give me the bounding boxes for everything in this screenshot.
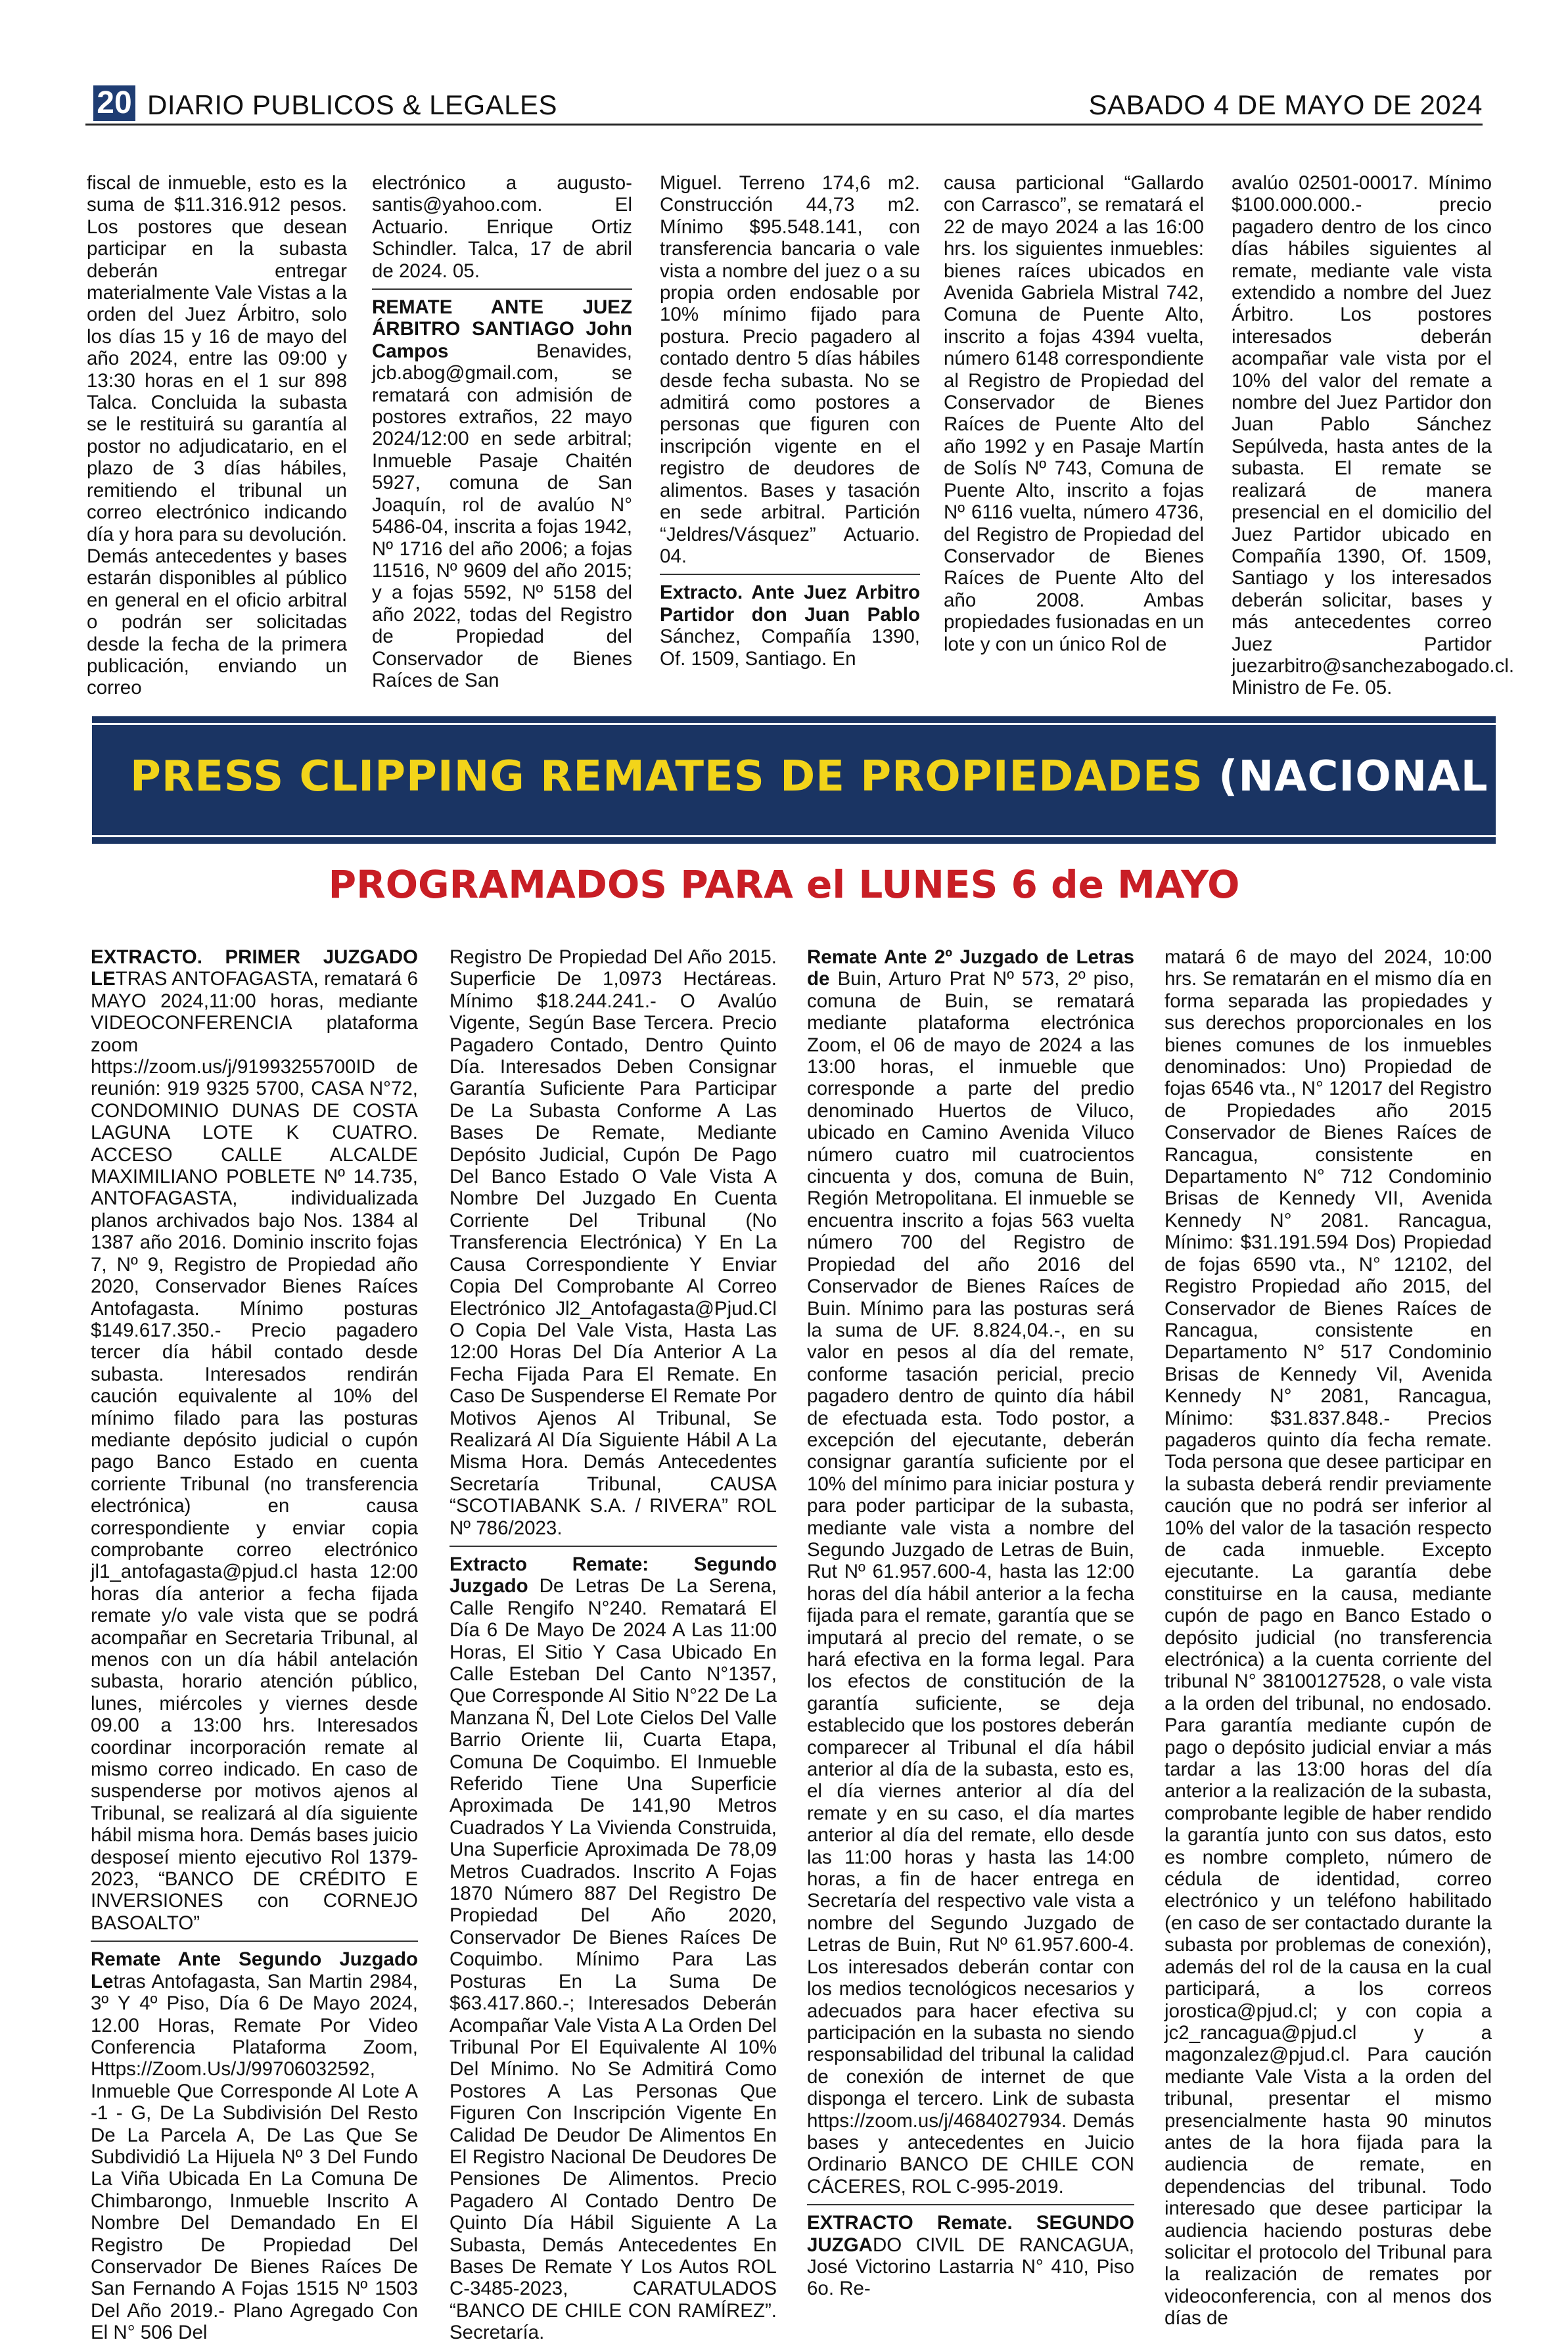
notice-heading: REMATE ANTE JUEZ ÁRBITRO SANTIAGO John Campos xyxy=(372,296,632,362)
notice-separator xyxy=(372,288,632,290)
notice-body: tras Antofagasta, San Martin 2984, 3º Y 4º Piso, Día 6 De Mayo 2024, 12.00 Horas, Remate Por Video Conferencia Plataforma Zoom, Https://Zoom.Us/J/99706032592, Inmueble Que Corresponde Al Lote A -1 - G, De La Subdivisión Del Resto De La Parcela A, De Las Que Se Subdividió La Hijuela Nº 3 Del Fundo La Viña Ubicada En La Comuna De Chimbarongo, Inmueble Inscrito A Nombre Del Demandado En El Registro De Propiedad Del Conservador De Bienes Raíces De San Fernando A Fojas 1515 Nº 1503 Del Año 2019.- Plano Agregado Con El N° 506 Del xyxy=(91,1970,418,2344)
legal-notice xyxy=(1164,946,1492,2330)
notice-body: Registro De Propiedad Del Año 2015. Superficie De 1,0973 Hectáreas. Mínimo $18.244.241.- O Avalúo Vigente, Según Base Tercera. Precio Pagadero Contado, Dentro Quinto Día. Interesados Deben Consignar Garantía Suficiente Para Participar De La Subasta Conforme A Las Bases De Remate, Mediante Depósito Judicial, Cupón De Pago Del Banco Estado O Vale Vista A Nombre Del Juzgado En Cuenta Corriente Del Tribunal (No Transferencia Electrónica) Y En La Causa Correspondiente Y Enviar Copia Del Comprobante Al Correo Electrónico Jl2_Antofagasta@Pjud.Cl O Copia Del Vale Vista, Hasta Las 12:00 Horas Del Día Anterior A La Fecha Fijada Para El Remate. En Caso De Suspenderse El Remate Por Motivos Ajenos Al Tribunal, Se Realizará Al Día Siguiente Hábil A La Misma Hora. Demás Antecedentes Secretaría Tribunal, CAUSA “SCOTIABANK S.A. / RIVERA” ROL Nº 786/2023. xyxy=(450,946,777,1539)
notice-separator xyxy=(660,574,920,575)
issue-date: SABADO 4 DE MAYO DE 2024 xyxy=(1088,89,1483,120)
legal-notice xyxy=(1232,172,1515,699)
notice-body: DO CIVIL DE RANCAGUA, José Victorino Lastarria N° 410, Piso 6o. Re- xyxy=(807,2234,1134,2300)
bottom-column xyxy=(91,946,418,2344)
section-banner xyxy=(92,716,1496,844)
section-subheading: PROGRAMADOS PARA el LUNES 6 de MAYO xyxy=(328,862,1240,907)
legal-notice xyxy=(87,172,347,699)
notice-body: electrónico a augusto-santis@yahoo.com. El Actuario. Enrique Ortiz Schindler. Talca, 17 de abril de 2024. 05. xyxy=(372,172,632,282)
legal-notice xyxy=(450,1553,777,2344)
notice-separator xyxy=(807,2204,1134,2205)
legal-notice xyxy=(660,172,920,567)
notice-heading: EXTRACTO. PRIMER JUZGADO LE xyxy=(91,946,418,990)
notice-separator xyxy=(91,1941,418,1942)
paper-name: DIARIO PUBLICOS & LEGALES xyxy=(147,89,558,120)
bottom-column xyxy=(1164,946,1492,2330)
legal-notice xyxy=(91,946,418,1934)
top-column xyxy=(944,172,1204,664)
legal-notice xyxy=(944,172,1204,655)
notice-heading: Extracto Remate: Segundo Juzgado xyxy=(450,1553,777,1597)
bottom-column xyxy=(450,946,777,2344)
legal-notice xyxy=(372,296,632,691)
legal-notice xyxy=(807,946,1134,2197)
legal-notice xyxy=(91,1948,418,2343)
legal-notice xyxy=(450,946,777,1539)
top-column xyxy=(1232,172,1515,699)
top-column xyxy=(660,172,920,670)
notice-body: Benavides, jcb.abog@gmail.com, se rematará con admisión de postores extraños, 22 mayo 2024/12:00 en sede arbitral; Inmueble Pasaje Chaitén 5927, comuna de San Joaquín, rol de avalúo N° 5486-04, inscrita a fojas 1942, Nº 1716 del año 2006; a fojas 11516, Nº 9609 del año 2015; y a fojas 5592, Nº 5158 del año 2022, todas del Registro de Propiedad del Conservador de Bienes Raíces de San xyxy=(372,340,632,691)
top-column xyxy=(372,172,632,691)
banner-title-rest: (NACIONAL xyxy=(1203,752,1488,801)
notice-body: matará 6 de mayo del 2024, 10:00 hrs. Se rematarán en el mismo día en forma separada las propiedades y sus derechos proporcionales en los bienes comunes de los inmuebles denominados: Uno) Propiedad de fojas 6546 vta., N° 12017 del Registro de Propiedades año 2015 Conservador de Bienes Raíces de Rancagua, consistente en Departamento N° 712 Condominio Brisas de Kennedy VII, Avenida Kennedy N° 2081. Rancagua, Mínimo: $31.191.594 Dos) Propiedad de fojas 6590 vta., N° 12102, del Registro Propiedad año 2015, del Conservador de Bienes Raíces de Rancagua, consistente en Departamento N° 517 Condominio Brisas de Kennedy Vil, Avenida Kennedy N° 2081, Rancagua, Mínimo: $31.837.848.- Precios pagaderos quinto día fecha remate. Toda persona que desee participar en la subasta deberá rendir previamente caución que no podrá ser inferior al 10% del valor de la tasación respecto de cada inmueble. Excepto ejecutante. La garantía debe constituirse en la causa, mediante cupón de pago en Banco Estado o depósito judicial (no transferencia electrónica) a la cuenta corriente del tribunal N° 38100127528, o vale vista a la orden del tribunal, no endosado. Para garantía mediante cupón de pago o depósito judicial enviar a más tardar a las 13:00 horas del día anterior a la realización de la subasta, comprobante legible de haber rendido la garantía junto con sus datos, esto es nombre completo, número de cédula de identidad, correo electrónico y un teléfono habilitado (en caso de ser contactado durante la subasta por problemas de conexión), además del rol de la causa en la cual participará, a los correos jorostica@pjud.cl; y con copia a jc2_rancagua@pjud.cl y a magonzalez@pjud.cl. Para caución mediante Vale Vista a la orden del tribunal, presentar el mismo presencialmente hasta 90 minutos antes de la hora fijada para la audiencia de remate, en dependencias del tribunal. Todo interesado que desee participar la audiencia haciendo posturas debe solicitar el protocolo del Tribunal para la realización de remates por videoconferencia, con al menos dos días de xyxy=(1164,946,1492,2330)
top-column xyxy=(87,172,347,699)
page-number-badge: 20 xyxy=(93,85,135,121)
notice-body: TRAS ANTOFAGASTA, rematará 6 MAYO 2024,11:00 horas, mediante VIDEOCONFERENCIA plataforma zoom https://zoom.us/j/91993255700ID de reunión: 919 9325 5700, CASA N°72, CONDOMINIO DUNAS DE COSTA LAGUNA LOTE K CUATRO. ACCESO CALLE ALCALDE MAXIMILIANO POBLETE Nº 14.735, ANTOFAGASTA, individualizada planos archivados bajo Nos. 1384 al 1387 año 2016. Dominio inscrito fojas 7, Nº 9, Registro de Propiedad año 2020, Conservador Bienes Raíces Antofagasta. Mínimo posturas $149.617.350.- Precio pagadero tercer día hábil contado desde subasta. Interesados rendirán caución equivalente al 10% del mínimo filado para las posturas mediante depósito judicial o cupón pago Banco Estado en cuenta corriente Tribunal (no transferencia electrónica) en causa correspondiente y enviar copia comprobante correo electrónico jl1_antofagasta@pjud.cl hasta 12:00 horas día anterior a fecha fijada remate y/o vale vista que se podrá acompañar en Secretaria Tribunal, al menos con un día hábil antelación subasta, horario atención público, lunes, miércoles y viernes desde 09.00 a 13:00 hrs. Interesados coordinar incorporación remate al mismo correo indicado. En caso de suspenderse por motivos ajenos al Tribunal, se realizará al día siguiente hábil misma hora. Demás bases juicio desposeí miento ejecutivo Rol 1379-2023, “BANCO DE CRÉDITO E INVERSIONES con CORNEJO BASOALTO” xyxy=(91,968,418,1934)
notice-separator xyxy=(450,1546,777,1547)
notice-heading: Remate Ante Segundo Juzgado Le xyxy=(91,1948,418,1992)
banner-title xyxy=(130,750,1488,803)
legal-notice xyxy=(660,582,920,670)
masthead-rule xyxy=(85,124,1483,126)
notice-body: Miguel. Terreno 174,6 m2. Construcción 44,73 m2. Mínimo $95.548.141, con transferencia bancaria o vale vista a nombre del juez o a su propia orden endosable por 10% mínimo fijado para postura. Precio pagadero al contado dentro 5 días hábiles desde fecha subasta. No se admitirá como postores a personas que figuren con inscripción vigente en el registro de deudores de alimentos. Bases y tasación en sede arbitral. Partición “Jeldres/Vásquez” Actuario. 04. xyxy=(660,172,920,567)
banner-title-highlight: PRESS CLIPPING REMATES DE PROPIEDADES xyxy=(130,752,1203,801)
notice-heading: Extracto. Ante Juez Arbitro Partidor don Juan Pablo xyxy=(660,582,920,626)
bottom-column xyxy=(807,946,1134,2300)
notice-body: causa particional “Gallardo con Carrasco”, se rematará el 22 de mayo 2024 a las 16:00 hrs. los siguientes inmuebles: bienes raíces ubicados en Avenida Gabriela Mistral 742, Comuna de Puente Alto, inscrito a fojas 4394 vuelta, número 6148 correspondiente al Registro de Propiedad del Conservador de Bienes Raíces de Puente Alto del año 1992 y en Pasaje Martín de Solís Nº 743, Comuna de Puente Alto, inscrito a fojas Nº 6116 vuelta, número 4736, del Registro de Propiedad del Conservador de Bienes Raíces de Puente Alto del año 2008. Ambas propiedades fusionadas en un lote y con un único Rol de xyxy=(944,172,1204,655)
notice-body: fiscal de inmueble, esto es la suma de $11.316.912 pesos. Los postores que desean participar en la subasta deberán entregar materialmente Vale Vistas a la orden del Juez Árbitro, solo los días 15 y 16 de mayo del año 2024, entre las 09:00 y 13:30 horas en el 1 sur 898 Talca. Concluida la subasta se le restituirá su garantía al postor no adjudicatario, en el plazo de 3 días hábiles, remitiendo el tribunal un correo electrónico indicando día y hora para su devolución. Demás antecedentes y bases estarán disponibles al público en general en el oficio arbitral o podrán ser solicitadas desde la fecha de la primera publicación, enviando un correo xyxy=(87,172,347,699)
notice-body: Sánchez, Compañía 1390, Of. 1509, Santiago. En xyxy=(660,626,920,670)
notice-heading: EXTRACTO Remate. SEGUNDO JUZGA xyxy=(807,2212,1134,2256)
legal-notice xyxy=(372,172,632,282)
masthead xyxy=(85,84,1483,122)
legal-notice xyxy=(807,2212,1134,2300)
notice-body: avalúo 02501-00017. Mínimo $100.000.000.- precio pagadero dentro de los cinco días hábiles siguientes al remate, mediante vale vista extendido a nombre del Juez Árbitro. Los postores interesados deberán acompañar vale vista por el 10% del valor del remate a nombre del Juez Partidor don Juan Pablo Sánchez Sepúlveda, hasta antes de la subasta. El remate se realizará de manera presencial en el domicilio del Juez Partidor ubicado en Compañía 1390, Of. 1509, Santiago y los interesados deberán solicitar, bases y más antecedentes correo Juez Partidor juezarbitro@sanchezabogado.cl. Ministro de Fe. 05. xyxy=(1232,172,1515,699)
notice-heading: Remate Ante 2º Juzgado de Letras de xyxy=(807,946,1134,990)
notice-body: De Letras De La Serena, Calle Rengifo N°240. Rematará El Día 6 De Mayo De 2024 A Las 11:00 Horas, El Sitio Y Casa Ubicado En Calle Esteban Del Canto N°1357, Que Corresponde Al Sitio N°22 De La Manzana Ñ, Del Lote Cielos Del Valle Barrio Oriente Iii, Cuarta Etapa, Comuna De Coquimbo. El Inmueble Referido Tiene Una Superficie Aproximada De 141,90 Metros Cuadrados Y La Vivienda Construida, Una Superficie Aproximada De 78,09 Metros Cuadrados. Inscrito A Fojas 1870 Número 887 Del Registro De Propiedad Del Año 2020, Conservador De Bienes Raíces De Coquimbo. Mínimo Para Las Posturas En La Suma De $63.417.860.-; Interesados Deberán Acompañar Vale Vista A La Orden Del Tribunal Por El Equivalente Al 10% Del Mínimo. No Se Admitirá Como Postores A Las Personas Que Figuren Con Inscripción Vigente En Calidad De Deudor De Alimentos En El Registro Nacional De Deudores De Pensiones De Alimentos. Precio Pagadero Al Contado Dentro De Quinto Día Hábil Siguiente A La Subasta, Demás Antecedentes En Bases De Remate Y Los Autos ROL C-3485-2023, CARATULADOS “BANCO DE CHILE CON RAMÍREZ”. Secretaría. xyxy=(450,1575,777,2344)
notice-body: Buin, Arturo Prat Nº 573, 2º piso, comuna de Buin, se rematará mediante plataforma electrónica Zoom, el 06 de mayo de 2024 a las 13:00 horas, el inmueble que corresponde a parte del predio denominado Huertos de Viluco, ubicado en Camino Avenida Viluco número cuatro mil cuatrocientos cincuenta y dos, comuna de Buin, Región Metropolitana. El inmueble se encuentra inscrito a fojas 563 vuelta número 700 del Registro de Propiedad del año 2016 del Conservador de Bienes Raíces de Buin. Mínimo para las posturas será la suma de UF. 8.824,04.-, en su valor en pesos al día del remate, conforme tasación pericial, precio pagadero dentro de quinto día hábil de efectuada esta. Todo postor, a excepción del ejecutante, deberán consignar garantía suficiente por el 10% del mínimo para iniciar postura y para poder participar de la subasta, mediante vale vista a nombre del Segundo Juzgado de Letras de Buin, Rut Nº 61.957.600-4, hasta las 12:00 horas del día hábil anterior a la fecha fijada para el remate, garantía que se imputará al precio del remate, o se hará efectiva en la forma legal. Para los efectos de constitución de la garantía suficiente, se deja establecido que los postores deberán comparecer al Tribunal el día hábil anterior al día de la subasta, esto es, el día viernes anterior al día del remate y en su caso, el día martes anterior al día del remate, ello desde las 11:00 horas y hasta las 14:00 horas, a fin de hacer entrega en Secretaría del respectivo vale vista a nombre del Segundo Juzgado de Letras de Buin, Rut Nº 61.957.600-4. Los interesados deberán contar con los medios tecnológicos necesarios y adecuados para hacer efectiva su participación en la subasta no siendo responsabilidad del tribunal la calidad de conexión de internet de que disponga el tercero. Link de subasta https://zoom.us/j/4684027934. Demás bases y antecedentes en Juicio Ordinario BANCO DE CHILE CON CÁCERES, ROL C-995-2019. xyxy=(807,968,1134,2197)
